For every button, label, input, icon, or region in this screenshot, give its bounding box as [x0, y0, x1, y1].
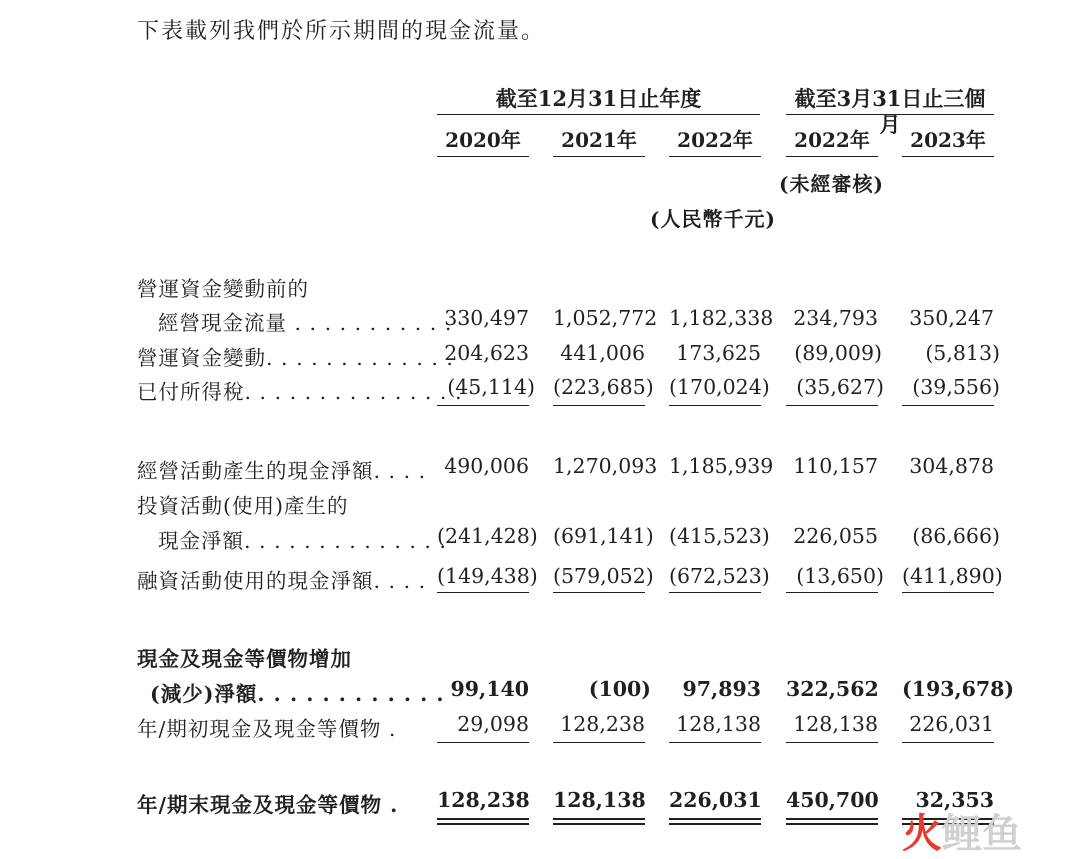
cell-value: (415,523)	[669, 524, 770, 548]
row-label: 營運資金變動. . . . . . . . . . . . .	[137, 346, 454, 370]
row-label-net-change: 現金及現金等價物增加	[137, 647, 352, 671]
table-row	[0, 306, 1080, 340]
cell-value: 234,793	[793, 306, 878, 330]
cell-value: (89,009)	[794, 341, 882, 365]
year-header-4: 2022年	[786, 126, 878, 157]
cell-value: 226,031	[669, 788, 762, 812]
cell-value: 1,052,772	[553, 306, 658, 330]
cell-value: (149,438)	[437, 564, 538, 588]
cell-value: (691,141)	[553, 524, 654, 548]
watermark-logo	[902, 802, 1022, 859]
cell-value: 322,562	[786, 677, 879, 701]
underline	[437, 742, 529, 743]
cell-value: (39,556)	[912, 375, 1000, 399]
row-label: 經營活動產生的現金淨額. . . .	[137, 459, 427, 483]
underline	[437, 592, 529, 593]
underline	[553, 592, 645, 593]
cell-value: 128,138	[793, 712, 878, 736]
cell-value: 110,157	[793, 454, 878, 478]
cell-value: 1,182,338	[669, 306, 774, 330]
row-label: 年/期末現金及現金等價物 .	[137, 793, 399, 817]
year-header-5: 2023年	[902, 126, 994, 157]
underline	[553, 405, 645, 406]
cell-value: 304,878	[909, 454, 994, 478]
cell-value: 226,031	[909, 712, 994, 736]
table-row	[0, 677, 1080, 711]
unit-note: (人民幣千元)	[650, 207, 776, 231]
cell-value: 97,893	[682, 677, 761, 701]
cell-value: 128,238	[560, 712, 645, 736]
cell-value: 128,138	[553, 788, 646, 812]
cell-value: (35,627)	[796, 375, 884, 399]
cell-value: (13,650)	[796, 564, 884, 588]
cell-value: 29,098	[457, 712, 529, 736]
underline	[553, 742, 645, 743]
row-label-working-capital-pre: 營運資金變動前的	[137, 277, 309, 301]
table-row	[0, 375, 1080, 409]
cell-value: 128,138	[676, 712, 761, 736]
cell-value: (223,685)	[553, 375, 654, 399]
underline	[786, 405, 878, 406]
underline	[669, 405, 761, 406]
underline	[902, 592, 994, 593]
year-header-3: 2022年	[669, 126, 761, 157]
cell-value: (672,523)	[669, 564, 770, 588]
underline	[669, 592, 761, 593]
row-label-investing-activities: 投資活動(使用)產生的	[137, 494, 349, 518]
cell-value: (579,052)	[553, 564, 654, 588]
watermark-part-1: 火	[902, 811, 942, 857]
cell-value: 450,700	[786, 788, 879, 812]
year-header-2: 2021年	[553, 126, 645, 157]
table-row	[0, 454, 1080, 488]
cell-value: (411,890)	[902, 564, 1003, 588]
underline	[786, 742, 878, 743]
cell-value: 99,140	[450, 677, 529, 701]
cell-value: (193,678)	[902, 677, 1015, 701]
cell-value: (100)	[588, 677, 651, 701]
table-row	[0, 341, 1080, 375]
cell-value: 330,497	[444, 306, 529, 330]
cell-value: 32,353	[915, 788, 994, 812]
header-group-quarter: 截至3月31日止三個月	[786, 86, 994, 115]
cell-value: 173,625	[676, 341, 761, 365]
table-row	[0, 524, 1080, 558]
cell-value: 204,623	[444, 341, 529, 365]
row-label: 經營現金流量 . . . . . . . . . . .	[158, 311, 453, 335]
cell-value: (86,666)	[912, 524, 1000, 548]
cell-value: 226,055	[793, 524, 878, 548]
underline	[669, 742, 761, 743]
year-header-1: 2020年	[437, 126, 529, 157]
cell-value: 490,006	[444, 454, 529, 478]
cell-value: (5,813)	[925, 341, 1000, 365]
table-row	[0, 712, 1080, 746]
double-underline	[553, 818, 645, 825]
row-label: (減少)淨額. . . . . . . . . . . .	[150, 682, 445, 706]
cell-value: (45,114)	[447, 375, 535, 399]
intro-text: 下表載列我們於所示期間的現金流量。	[137, 19, 546, 44]
header-group-year: 截至12月31日止年度	[437, 86, 760, 115]
underline	[902, 742, 994, 743]
cell-value: 1,270,093	[553, 454, 658, 478]
double-underline	[437, 818, 529, 825]
underline	[786, 592, 878, 593]
row-label: 融資活動使用的現金淨額. . . .	[137, 569, 427, 593]
cell-value: 441,006	[560, 341, 645, 365]
cell-value: (170,024)	[669, 375, 770, 399]
row-label: 已付所得稅. . . . . . . . . . . . . . .	[137, 380, 463, 404]
row-label: 年/期初現金及現金等價物 .	[137, 717, 397, 741]
cell-value: 1,185,939	[669, 454, 774, 478]
double-underline	[669, 818, 761, 825]
underline	[902, 405, 994, 406]
watermark-part-2: 鲤鱼	[942, 811, 1022, 857]
double-underline	[786, 818, 878, 825]
cell-value: (241,428)	[437, 524, 538, 548]
cell-value: 128,238	[437, 788, 530, 812]
underline	[437, 405, 529, 406]
unaudited-note: (未經審核)	[779, 172, 884, 196]
row-label: 現金淨額. . . . . . . . . . . . . .	[158, 529, 447, 553]
cell-value: 350,247	[909, 306, 994, 330]
